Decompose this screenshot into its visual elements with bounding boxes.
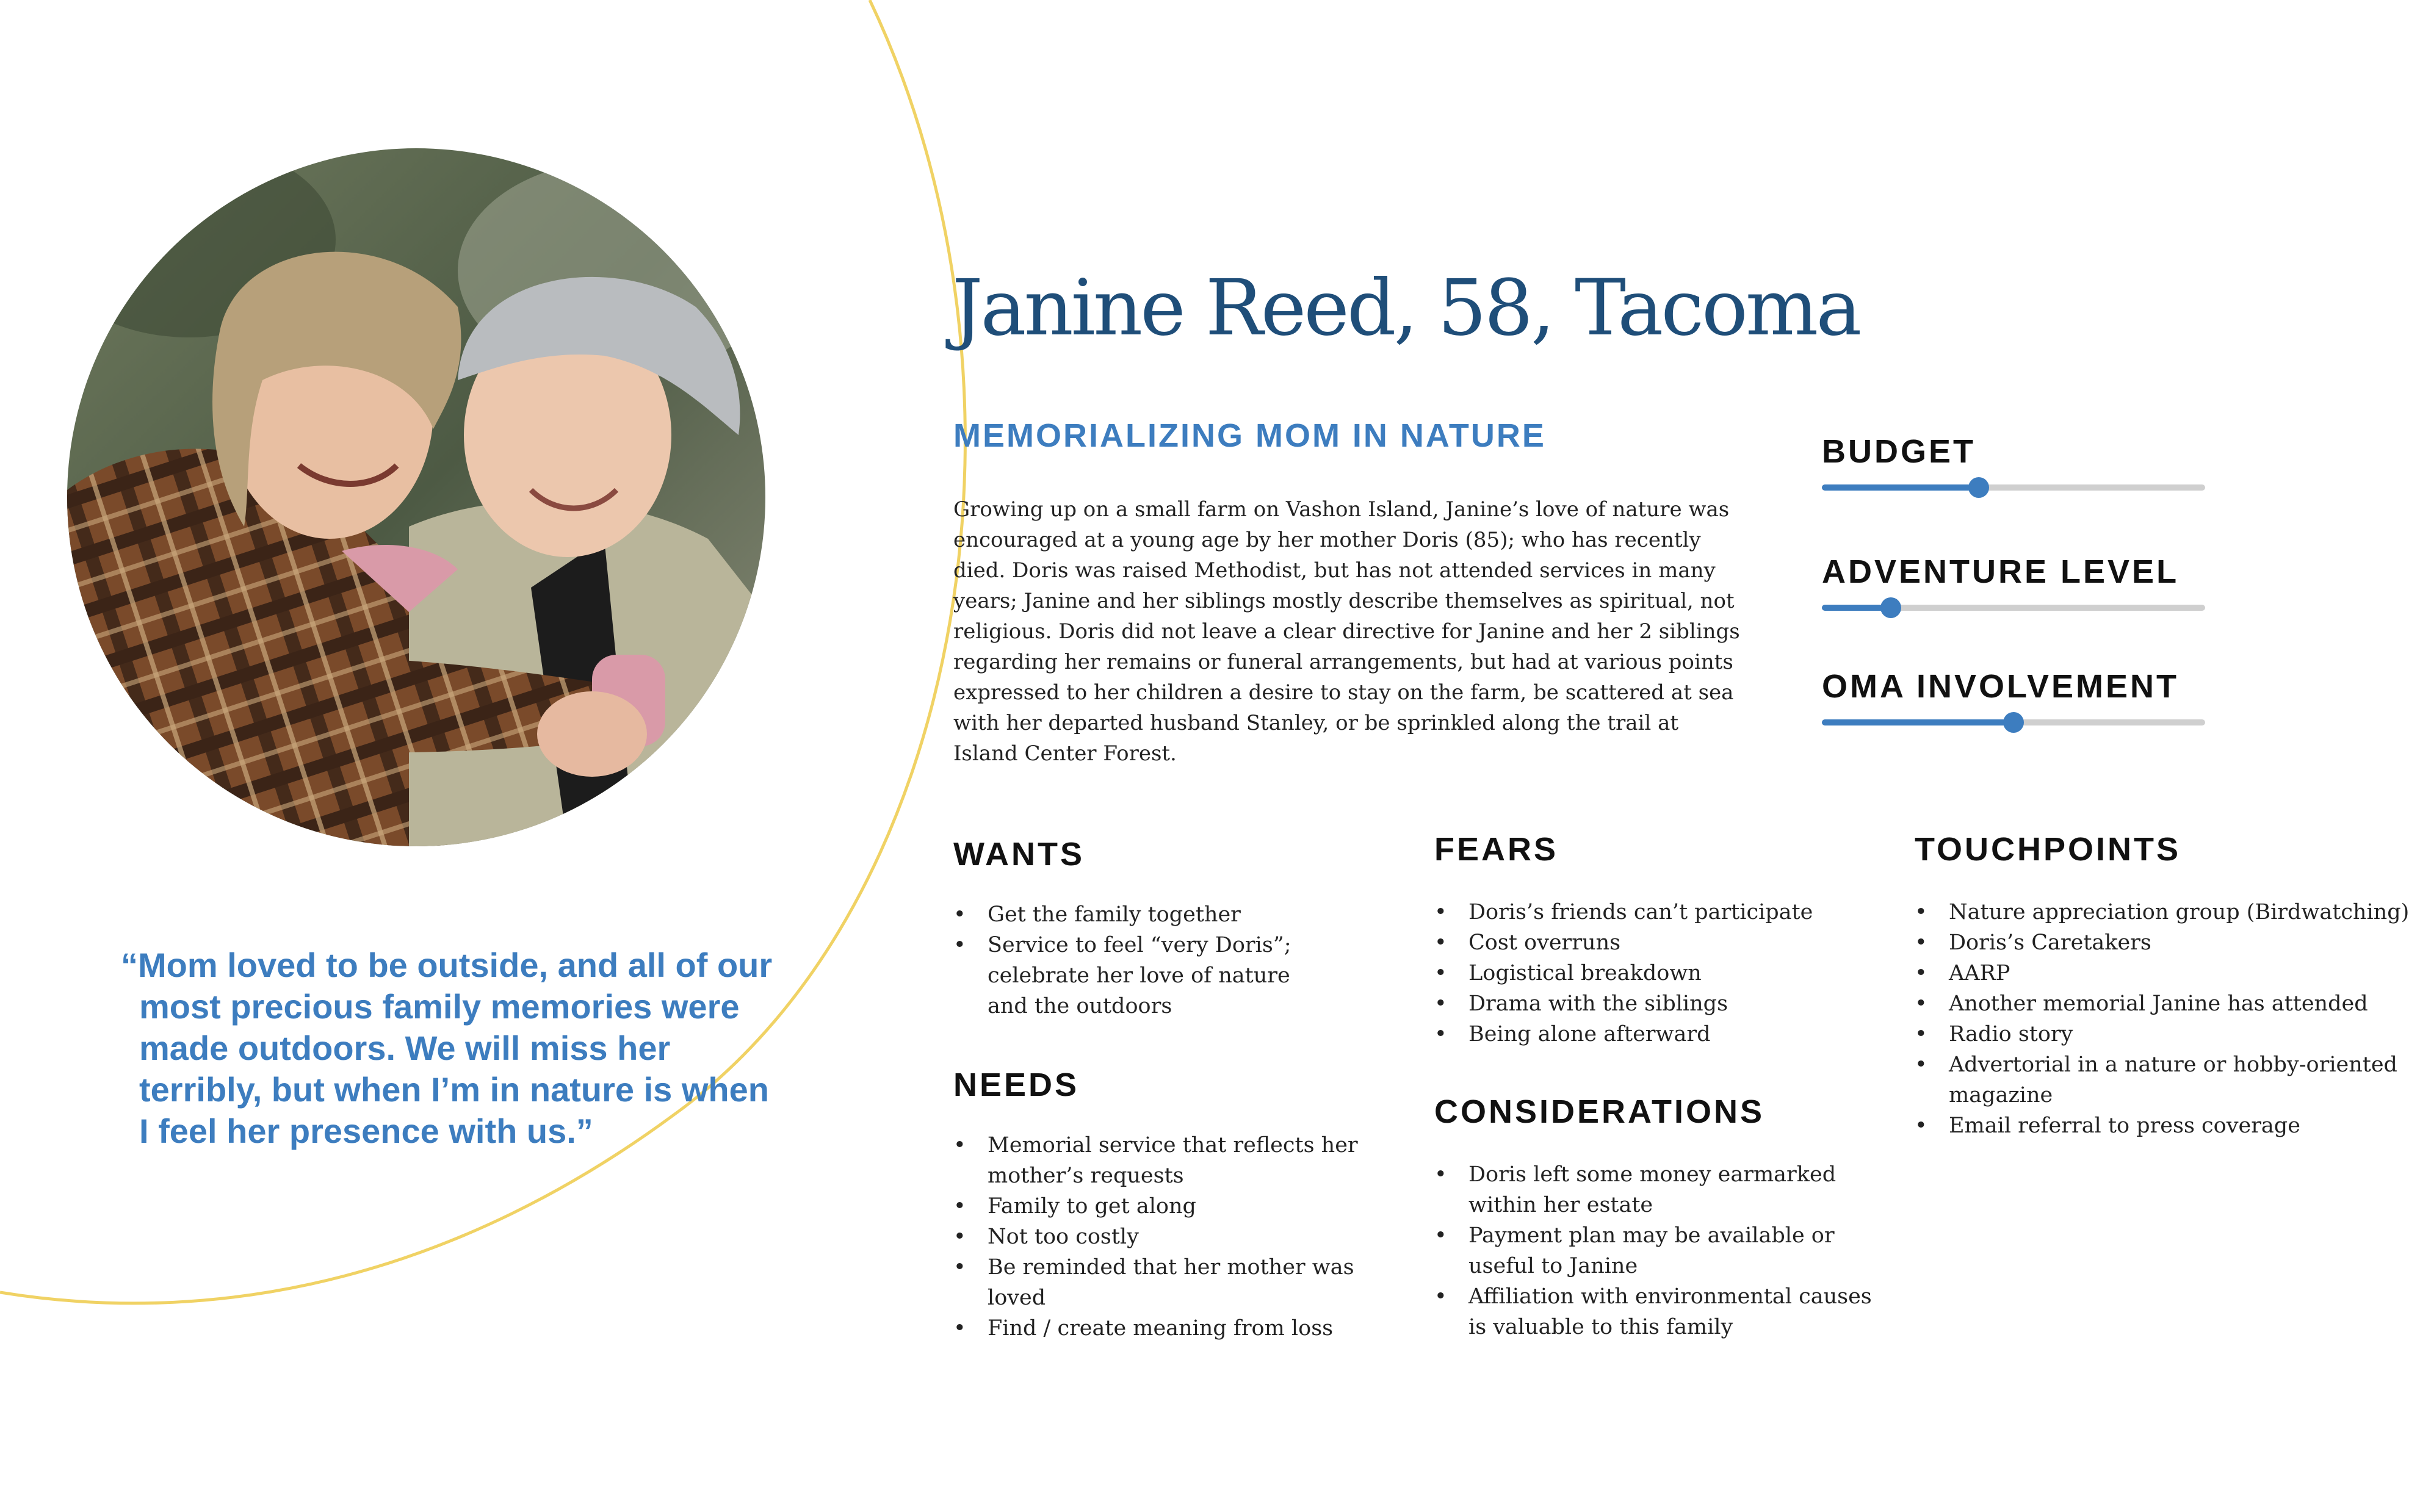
list-item: • Advertorial in a nature or hobby-oriented magazine [1915,1049,2415,1111]
meter-label: OMA INVOLVEMENT [1822,668,2179,705]
meter-label: BUDGET [1822,433,1976,470]
wants-section [953,835,1320,1021]
section-heading: TOUCHPOINTS [1915,831,2181,868]
list-item: • Not too costly [953,1222,1381,1252]
list-item: • Doris’s friends can’t participate [1434,897,1874,927]
list-item: • Radio story [1915,1019,2415,1049]
adventure-level-meter [1822,552,2212,611]
list-item: • Be reminded that her mother was loved [953,1252,1381,1313]
section-heading: FEARS [1434,831,1559,868]
list-item: • Affiliation with environmental causes is valuable to this family [1434,1281,1874,1342]
persona-photo [67,148,765,846]
meter-label: ADVENTURE LEVEL [1822,553,2180,590]
meter-knob [2003,712,2024,733]
section-heading: CONSIDERATIONS [1434,1093,1765,1130]
list-item: • Doris’s Caretakers [1915,927,2415,958]
needs-list [953,1130,1381,1344]
wants-list [953,899,1320,1021]
considerations-list [1434,1159,1874,1342]
persona-name-title: Janine Reed, 58, Tacoma [952,263,1860,353]
meter-fill [1822,484,1979,491]
list-item: • Being alone afterward [1434,1019,1874,1049]
list-item: • Family to get along [953,1191,1381,1222]
meter-track [1822,719,2205,725]
touchpoints-section [1915,830,2415,1141]
persona-scenario-subtitle: MEMORIALIZING MOM IN NATURE [953,417,1546,454]
list-item: • Get the family together [953,899,1320,930]
list-item: • Logistical breakdown [1434,958,1874,988]
meter-track [1822,605,2205,611]
list-item: • Payment plan may be available or useful to Janine [1434,1220,1874,1281]
list-item: • Nature appreciation group (Birdwatching) [1915,897,2415,927]
fears-list [1434,897,1874,1049]
list-item: • Drama with the siblings [1434,988,1874,1019]
meter-track [1822,484,2205,491]
meter-knob [1880,597,1901,618]
budget-meter [1822,432,2212,491]
persona-quote: “Mom loved to be outside, and all of our most precious family memories were made outdoors. We will miss her terribly, but when I’m in nature is when I feel her presence with us.” [121,946,773,1150]
meter-fill [1822,719,2014,725]
considerations-section [1434,1092,1874,1342]
list-item: • Doris left some money earmarked within her estate [1434,1159,1874,1220]
list-item: • Memorial service that reflects her mother’s requests [953,1130,1381,1191]
list-item: • Another memorial Janine has attended [1915,988,2415,1019]
list-item: • AARP [1915,958,2415,988]
touchpoints-list [1915,897,2415,1141]
list-item: • Email referral to press coverage [1915,1111,2415,1141]
persona-description: Growing up on a small farm on Vashon Island, Janine’s love of nature was encouraged at a young age by her mother Doris (85); who has recently died. Doris was raised Methodist, but has not attended services in many years; Janine and her siblings mostly describe themselves as spiritual, not religious. Doris did not leave a clear directive for Janine and her 2 siblings regarding her remains or funeral arrangements, but had at various points expressed to her children a desire to stay on the farm, be scattered at sea with her departed husband Stanley, or be sprinkled along the trail at Island Center Forest. [953,497,1740,766]
section-heading: WANTS [953,836,1085,873]
persona-photo-illustration [67,148,765,846]
list-item: • Cost overruns [1434,927,1874,958]
fears-section [1434,830,1874,1049]
list-item: • Service to feel “very Doris”; celebrate her love of nature and the outdoors [953,930,1320,1021]
list-item: • Find / create meaning from loss [953,1313,1381,1344]
needs-section [953,1065,1381,1344]
oma-involvement-meter [1822,667,2212,725]
section-heading: NEEDS [953,1067,1080,1103]
